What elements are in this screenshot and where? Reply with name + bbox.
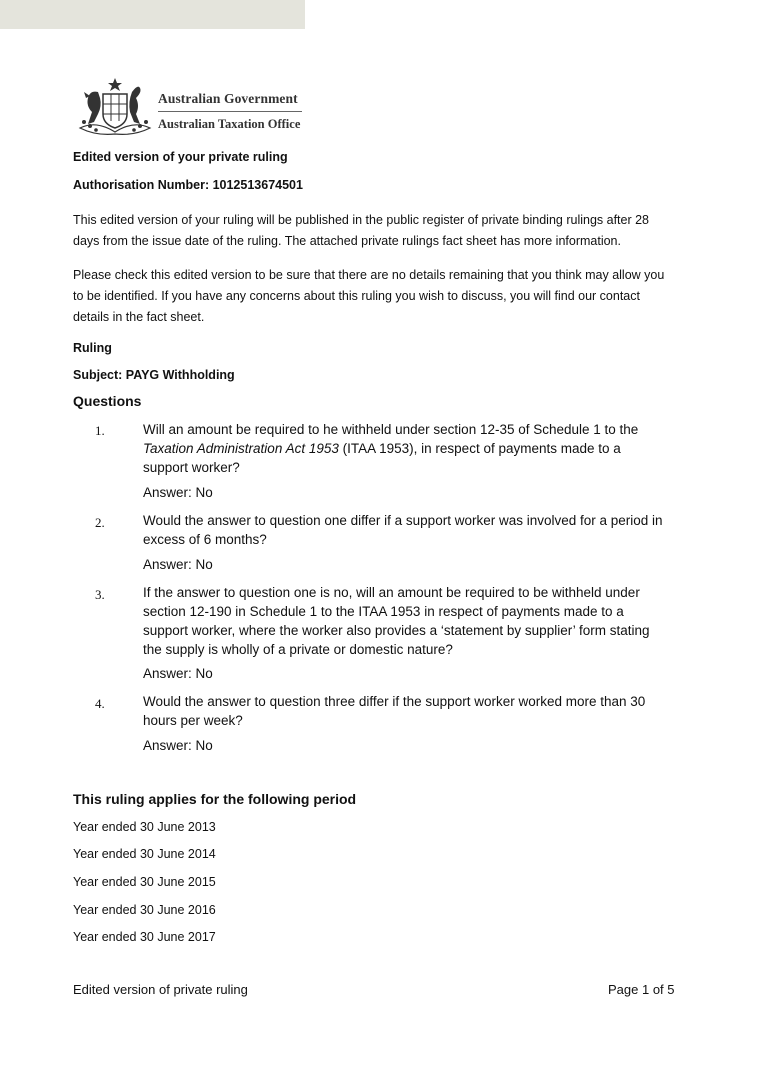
question-2-text: [143, 511, 703, 549]
question-number: 2.: [95, 515, 105, 530]
period-item: Year ended 30 June 2017: [73, 930, 216, 944]
period-heading: This ruling applies for the following period: [73, 791, 357, 807]
footer-doc-label: Edited version of private ruling: [73, 982, 248, 997]
question-1-text: [143, 420, 703, 477]
question-1-answer: Answer: No: [143, 485, 213, 500]
period-item: Year ended 30 June 2014: [73, 847, 216, 861]
period-item: Year ended 30 June 2015: [73, 875, 216, 889]
question-number: 4.: [95, 696, 105, 711]
para2-line2: to be identified. If you have any concerns about this ruling you wish to discuss, you will find our contact: [73, 289, 640, 303]
question-4-line2: hours per week?: [143, 713, 243, 728]
period-item: Year ended 30 June 2016: [73, 903, 216, 917]
question-number: 3.: [95, 587, 105, 602]
question-3-line4: the supply is wholly of a private or domestic nature?: [143, 642, 453, 657]
question-1-line3: support worker?: [143, 460, 240, 475]
para2-line3: details in the fact sheet.: [73, 310, 205, 324]
question-2-line1: Would the answer to question one differ if a support worker was involved for a period in: [143, 513, 663, 528]
logo-ato: Australian Taxation Office: [158, 117, 301, 131]
question-1-line2: [143, 439, 703, 458]
page-number: Page 1 of 5: [608, 982, 675, 997]
ruling-label: Ruling: [73, 341, 112, 355]
para1-line1: This edited version of your ruling will be published in the public register of private binding rulings after 28: [73, 213, 650, 227]
question-4-text: [143, 692, 703, 730]
top-bar: [0, 0, 305, 29]
question-4-line1: Would the answer to question three differ if the support worker worked more than 30: [143, 694, 646, 709]
subject-line: Subject: PAYG Withholding: [73, 368, 235, 382]
intro-paragraph-1: [73, 210, 703, 252]
question-number: 1.: [95, 423, 105, 438]
question-4-answer: Answer: No: [143, 738, 213, 753]
question-2-line2: excess of 6 months?: [143, 532, 267, 547]
logo-government: Australian Government: [158, 91, 298, 106]
intro-paragraph-2: [73, 265, 703, 328]
question-2-answer: Answer: No: [143, 557, 213, 572]
para1-line2: days from the issue date of the ruling. The attached private rulings fact sheet has more information.: [73, 234, 621, 248]
para2-line1: Please check this edited version to be sure that there are no details remaining that you think may allow you: [73, 268, 665, 282]
australian-government-logo: [76, 76, 316, 140]
questions-heading: Questions: [73, 393, 142, 409]
question-3-line3: support worker, where the worker also provides a ‘statement by supplier’ form stating: [143, 623, 650, 638]
coat-of-arms-icon: [76, 76, 154, 140]
doc-title: Edited version of your private ruling: [73, 150, 288, 164]
question-3-line2: section 12-190 in Schedule 1 to the ITAA 1953 in respect of payments made to a: [143, 604, 624, 619]
logo-text: [158, 91, 302, 132]
question-1-line2-rest: (ITAA 1953), in respect of payments made to a: [338, 441, 621, 456]
question-3-text: [143, 583, 703, 659]
logo-divider: [158, 111, 302, 112]
question-3-answer: Answer: No: [143, 666, 213, 681]
authorisation-number: Authorisation Number: 1012513674501: [73, 178, 303, 192]
act-name: Taxation Administration Act 1953: [143, 441, 339, 456]
question-1-line1: Will an amount be required to he withheld under section 12-35 of Schedule 1 to the: [143, 422, 639, 437]
period-item: Year ended 30 June 2013: [73, 820, 216, 834]
question-3-line1: If the answer to question one is no, will an amount be required to be withheld under: [143, 585, 640, 600]
